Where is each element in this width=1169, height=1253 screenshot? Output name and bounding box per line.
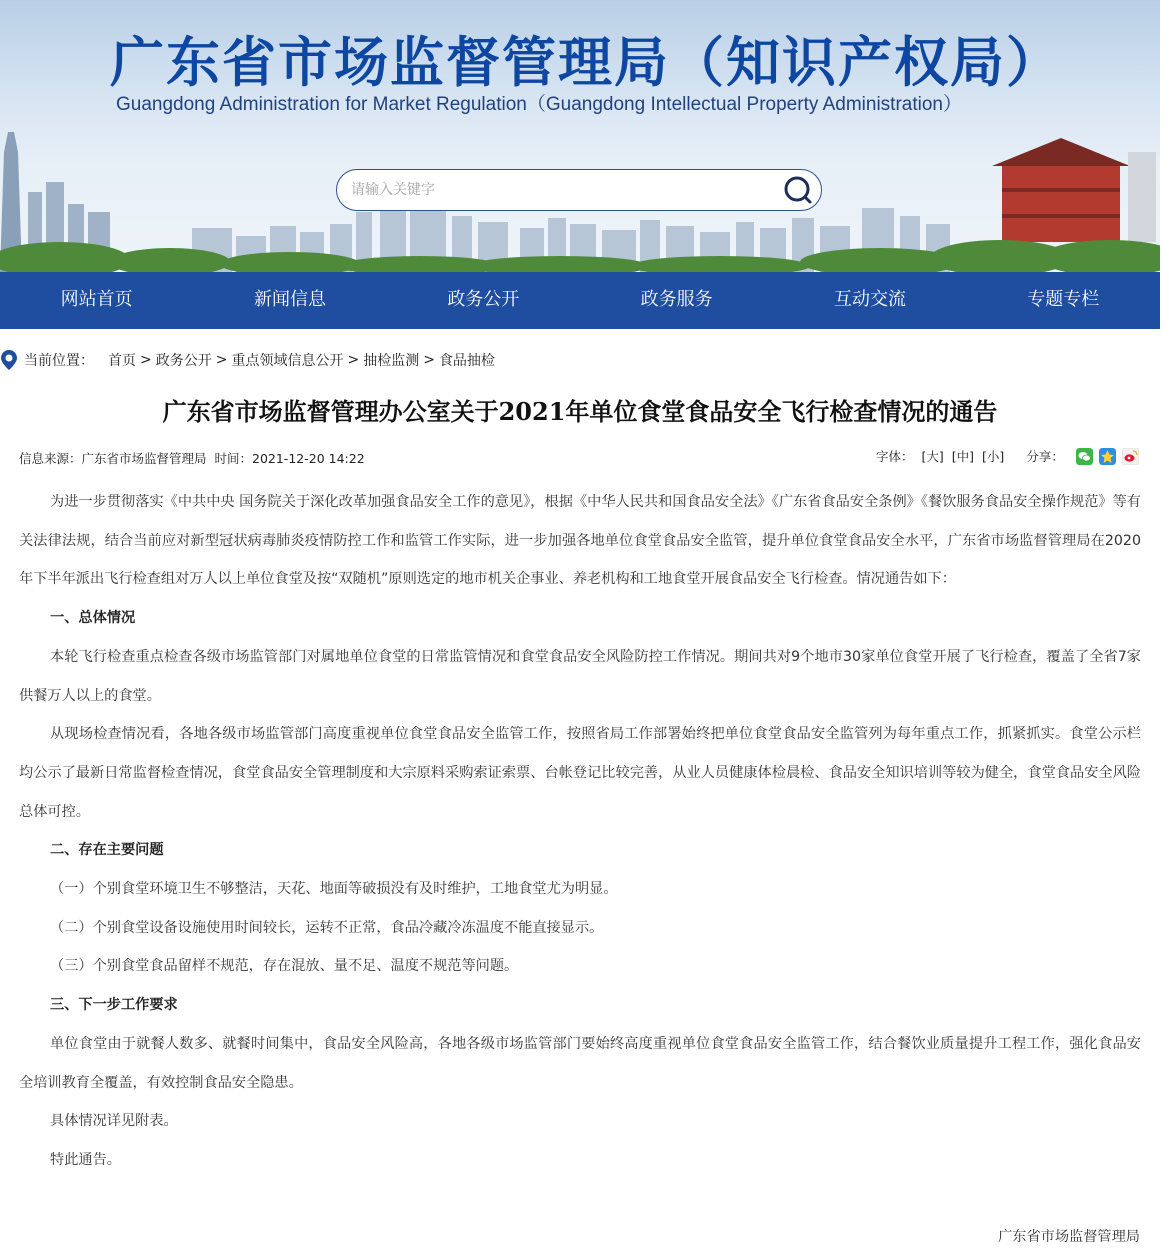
location-pin-icon [0,349,18,371]
nav-item-home[interactable]: 网站首页 [60,289,133,310]
font-size-small[interactable]: [小] [982,449,1005,464]
font-size-label: 字体： [876,449,914,464]
article-paragraph: 单位食堂由于就餐人数多、就餐时间集中，食品安全风险高，各地各级市场监管部门要始终高度重视单位食堂食品安全监管工作，结合餐饮业质量提升工程工作，强化食品安全培训教育全覆盖，有效控制食品安全隐患。 [19,1035,1141,1091]
nav-item-gov-services[interactable]: 政务服务 [640,289,713,310]
share-label: 分享： [1026,449,1064,464]
font-size-large[interactable]: [大] [921,449,944,464]
breadcrumb-separator: > [215,352,228,368]
breadcrumb-separator: > [347,352,360,368]
search-icon[interactable] [783,175,813,205]
nav-item-gov-affairs[interactable]: 政务公开 [447,289,520,310]
wechat-icon[interactable] [1076,448,1093,465]
header-banner [0,0,1160,272]
section-heading: 三、下一步工作要求 [50,997,178,1014]
article-paragraph: 本轮飞行检查重点检查各级市场监管部门对属地单位食堂的日常监管情况和食堂食品安全风险防控工作情况。期间共对9个地市30家单位食堂开展了飞行检查，覆盖了全省7家供餐万人以上的食堂。 [19,648,1141,704]
nav-item-news[interactable]: 新闻信息 [253,289,326,310]
breadcrumb-gov-affairs[interactable]: 政务公开 [155,353,212,369]
breadcrumb-separator: > [423,352,435,368]
article-signature: 广东省市场监督管理局 [998,1229,1140,1245]
article-time: 时间：2021-12-20 14:22 [214,451,365,466]
article-paragraph: 为进一步贯彻落实《中共中央 国务院关于深化改革加强食品安全工作的意见》，根据《中华人民共和国食品安全法》《广东省食品安全条例》《餐饮服务食品安全操作规范》等有关法律法规，结合当前应对新型冠状病毒肺炎疫情防控工作和监管工作实际，进一步加强各地单位食堂食品安全监管，提升单位食堂食品安全水平，广东省市场监督管理局在2020年下半年派出飞行检查组对万人以上单位食堂及按“双随机”原则选定的地市机关企事业、养老机构和工地食堂开展食品安全飞行检查。情况通告如下： [19,494,1141,588]
article-meta [19,449,369,467]
breadcrumb-home[interactable]: 首页 [108,353,136,369]
breadcrumb-key-areas[interactable]: 重点领域信息公开 [231,353,344,369]
article-title: 广东省市场监督管理办公室关于2021年单位食堂食品安全飞行检查情况的通告 [162,397,998,426]
section-heading: 二、存在主要问题 [50,842,164,859]
nav-item-topics[interactable]: 专题专栏 [1027,289,1100,310]
section-heading: 一、总体情况 [50,610,136,627]
article-paragraph: （一）个别食堂环境卫生不够整洁，天花、地面等破损没有及时维护，工地食堂尤为明显。 [50,881,618,898]
breadcrumb-label: 当前位置： [24,353,94,369]
breadcrumb [0,348,495,372]
weibo-icon[interactable] [1122,448,1139,465]
site-subtitle: Guangdong Administration for Market Regulation（Guangdong Intellectual Property Administration） [116,94,962,115]
qzone-icon[interactable] [1099,448,1116,465]
main-nav [0,272,1160,329]
breadcrumb-sampling[interactable]: 抽检监测 [363,353,420,369]
article-paragraph: 特此通告。 [50,1151,121,1168]
search-bar [336,169,822,211]
nav-item-interaction[interactable]: 互动交流 [833,289,906,310]
article-paragraph: （二）个别食堂设备设施使用时间较长，运转不正常，食品冷藏冷冻温度不能直接显示。 [50,919,604,936]
font-size-medium[interactable]: [中] [951,449,975,464]
site-title: 广东省市场监督管理局（知识产权局） [110,31,1062,94]
article-paragraph: 从现场检查情况看，各地各级市场监管部门高度重视单位食堂食品安全监管工作，按照省局工作部署始终把单位食堂食品安全监管列为每年重点工作，抓紧抓实。食堂公示栏均公示了最新日常监督检查情况，食堂食品安全管理制度和大宗原料采购索证索票、台帐登记比较完善，从业人员健康体检晨检、食品安全知识培训等较为健全，食堂食品安全风险总体可控。 [19,726,1141,820]
breadcrumb-food-sampling[interactable]: 食品抽检 [438,353,495,369]
article-body [19,483,1141,1180]
article-source: 信息来源：广东省市场监督管理局 [19,451,207,466]
breadcrumb-separator: > [140,352,152,368]
article-paragraph: （三）个别食堂食品留样不规范，存在混放、量不足、温度不规范等问题。 [50,958,519,975]
search-input[interactable] [351,178,771,202]
article-tools [876,447,1145,465]
article-paragraph: 具体情况详见附表。 [50,1113,178,1130]
